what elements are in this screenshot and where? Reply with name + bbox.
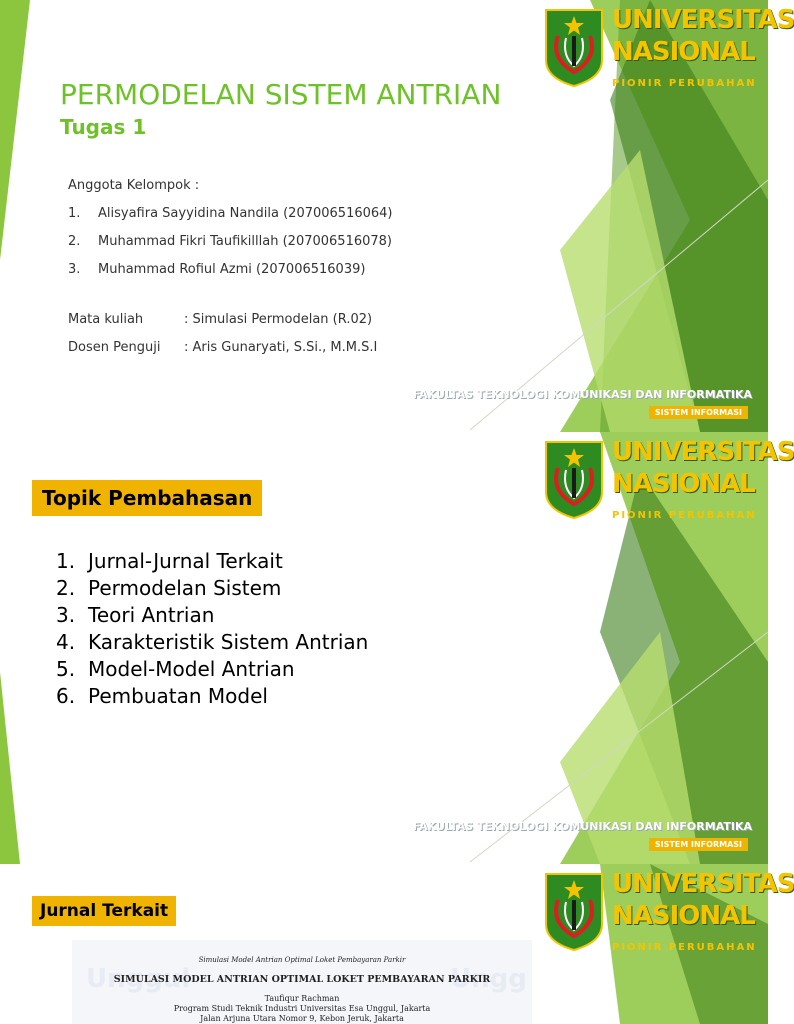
- topic-item: 5. Model-Model Antrian: [56, 657, 295, 681]
- university-name-line2: NASIONAL: [612, 469, 755, 499]
- journal-author: Taufiqur Rachman: [264, 994, 340, 1003]
- department-badge: SISTEM INFORMASI: [649, 838, 748, 851]
- university-name-line1: UNIVERSITAS: [612, 5, 794, 35]
- slide-topics: [0, 432, 794, 864]
- university-name-line2: NASIONAL: [612, 37, 755, 67]
- university-tagline: PIONIR PERUBAHAN: [612, 942, 757, 953]
- topics-list: [56, 548, 368, 710]
- journal-title: SIMULASI MODEL ANTRIAN OPTIMAL LOKET PEMBAYARAN PARKIR: [113, 974, 491, 985]
- university-tagline: PIONIR PERUBAHAN: [612, 78, 757, 89]
- member-item: 1. Alisyafira Sayyidina Nandila (207006516064): [68, 206, 393, 221]
- members-label: Anggota Kelompok :: [68, 178, 200, 193]
- topic-item: 2. Permodelan Sistem: [56, 576, 282, 600]
- topic-item: 3. Teori Antrian: [56, 603, 215, 627]
- course-info: [68, 306, 377, 362]
- university-name: [612, 868, 794, 932]
- university-name: [612, 4, 794, 68]
- journal-affiliation: Program Studi Teknik Industri Universitas Esa Unggul, Jakarta: [173, 1004, 431, 1013]
- slide-title: [0, 0, 794, 432]
- course-row: Mata kuliah : Simulasi Permodelan (R.02): [68, 312, 373, 327]
- member-item: 2. Muhammad Fikri Taufikilllah (207006516078): [68, 234, 392, 249]
- journals-heading: Jurnal Terkait: [32, 896, 176, 926]
- journal-page-preview: [72, 940, 532, 1024]
- university-shield-logo: [544, 872, 604, 952]
- slide-subtitle: Tugas 1: [60, 115, 147, 139]
- university-tagline: PIONIR PERUBAHAN: [612, 510, 757, 521]
- lecturer-row: Dosen Penguji : Aris Gunaryati, S.Si., M.M.S.I: [68, 340, 378, 355]
- topics-heading: Topik Pembahasan: [32, 480, 262, 516]
- university-shield-logo: [544, 8, 604, 88]
- journal-running-head: Simulasi Model Antrian Optimal Loket Pembayaran Parkir: [198, 956, 406, 964]
- members-list: [68, 172, 393, 284]
- slide-title-text: PERMODELAN SISTEM ANTRIAN: [60, 78, 502, 111]
- faculty-name: FAKULTAS TEKNOLOGI KOMUNIKASI DAN INFORMATIKA: [412, 388, 752, 401]
- department-badge: SISTEM INFORMASI: [649, 406, 748, 419]
- topic-item: 4. Karakteristik Sistem Antrian: [56, 630, 369, 654]
- slide-journals: [0, 864, 794, 1024]
- university-name: [612, 436, 794, 500]
- watermark-right: Ungg: [450, 964, 527, 994]
- topic-item: 6. Pembuatan Model: [56, 684, 268, 708]
- topic-item: 1. Jurnal-Jurnal Terkait: [56, 549, 283, 573]
- member-item: 3. Muhammad Rofiul Azmi (207006516039): [68, 262, 366, 277]
- university-shield-logo: [544, 440, 604, 520]
- university-name-line1: UNIVERSITAS: [612, 437, 794, 467]
- university-name-line2: NASIONAL: [612, 901, 755, 931]
- faculty-name: FAKULTAS TEKNOLOGI KOMUNIKASI DAN INFORMATIKA: [412, 820, 752, 833]
- watermark-left: Unggul: [86, 964, 191, 994]
- journal-address: Jalan Arjuna Utara Nomor 9, Kebon Jeruk, Jakarta: [200, 1014, 404, 1023]
- university-name-line1: UNIVERSITAS: [612, 869, 794, 899]
